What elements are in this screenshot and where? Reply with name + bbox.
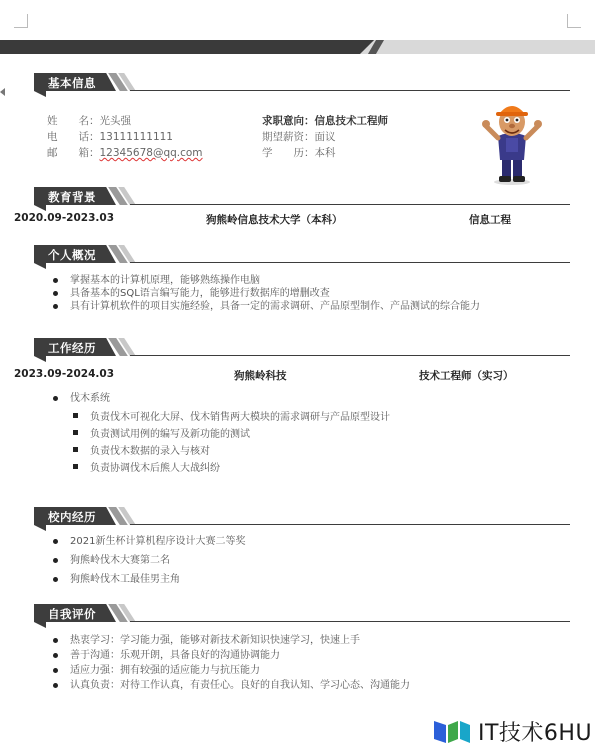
page-corner-mark (14, 14, 28, 28)
section-title: 自我评价 (48, 607, 96, 621)
list-item: 负责伐木数据的录入与核对 (72, 443, 390, 460)
list-item: 认真负责：对待工作认真，有责任心。良好的自我认知、学习心态、沟通能力 (52, 679, 410, 694)
list-item: 伐木系统 (52, 392, 110, 405)
section-title: 校内经历 (48, 510, 96, 524)
work-section (34, 338, 570, 356)
email-label: 邮 箱： (47, 147, 100, 159)
list-item: 热衷学习：学习能力强，能够对新技术新知识快速学习，快速上手 (52, 634, 410, 649)
work-project-list (52, 392, 110, 405)
self-eval-list (52, 634, 410, 694)
job-intent-row (262, 113, 388, 128)
email-value: 12345678@qq.com (99, 147, 203, 159)
name-label: 姓 名： (47, 115, 100, 127)
basic-info-section (34, 73, 570, 91)
list-item: 适应力强：拥有较强的适应能力与抗压能力 (52, 664, 410, 679)
list-item: 具有计算机软件的项目实施经验，具备一定的需求调研、产品原型制作、产品测试的综合能力 (52, 300, 480, 313)
list-item: 负责协调伐木后熊人大战纠纷 (72, 460, 390, 477)
campus-section (34, 507, 570, 525)
section-header (34, 338, 570, 356)
work-duty-list (72, 409, 390, 477)
degree-label: 学 历： (262, 147, 315, 159)
salary-label: 期望薪资： (262, 131, 315, 143)
self-eval-section (34, 604, 570, 622)
section-header (34, 507, 570, 525)
work-company: 狗熊岭科技 (234, 370, 287, 382)
name-row (47, 113, 131, 128)
email-row (47, 145, 203, 160)
profile-list (52, 274, 480, 313)
section-title: 教育背景 (48, 190, 96, 204)
list-item: 狗熊岭伐木大赛第二名 (52, 554, 245, 573)
section-header (34, 187, 570, 205)
phone-row (47, 129, 173, 144)
education-section (34, 187, 570, 205)
watermark (432, 716, 592, 746)
work-position: 技术工程师（实习） (419, 370, 514, 382)
section-title: 工作经历 (48, 341, 96, 355)
work-date: 2023.09-2024.03 (14, 368, 115, 380)
education-date: 2020.09-2023.03 (14, 212, 115, 224)
logo-icon (432, 717, 472, 745)
list-item: 负责测试用例的编写及新功能的测试 (72, 426, 390, 443)
job-intent-value: 信息技术工程师 (314, 115, 388, 127)
phone-label: 电 话： (47, 131, 100, 143)
watermark-text: IT技术6HU (478, 720, 593, 746)
salary-value: 面议 (314, 131, 336, 143)
section-title: 个人概况 (48, 248, 96, 262)
degree-value: 本科 (314, 147, 336, 159)
page-corner-mark (567, 14, 581, 28)
profile-section (34, 245, 570, 263)
header-decor-band (0, 40, 595, 54)
education-major: 信息工程 (469, 214, 511, 226)
education-school: 狗熊岭信息技术大学（本科） (206, 214, 343, 226)
list-item: 负责伐木可视化大屏、伐木销售两大模块的需求调研与产品原型设计 (72, 409, 390, 426)
list-item: 狗熊岭伐木工最佳男主角 (52, 573, 245, 592)
avatar-photo (480, 96, 544, 186)
section-header (34, 245, 570, 263)
name-value: 光头强 (99, 115, 131, 127)
campus-list (52, 535, 245, 592)
section-title: 基本信息 (48, 76, 96, 90)
section-header (34, 73, 570, 91)
list-item: 掌握基本的计算机原理，能够熟练操作电脑 (52, 274, 480, 287)
phone-value: 13111111111 (99, 131, 173, 143)
margin-marker (0, 88, 5, 96)
salary-row (262, 129, 336, 144)
job-intent-label: 求职意向： (262, 115, 315, 127)
list-item: 2021新生杯计算机程序设计大赛二等奖 (52, 535, 245, 554)
list-item: 具备基本的SQL语言编写能力，能够进行数据库的增删改查 (52, 287, 480, 300)
degree-row (262, 145, 336, 160)
section-header (34, 604, 570, 622)
list-item: 善于沟通：乐观开朗，具备良好的沟通协调能力 (52, 649, 410, 664)
